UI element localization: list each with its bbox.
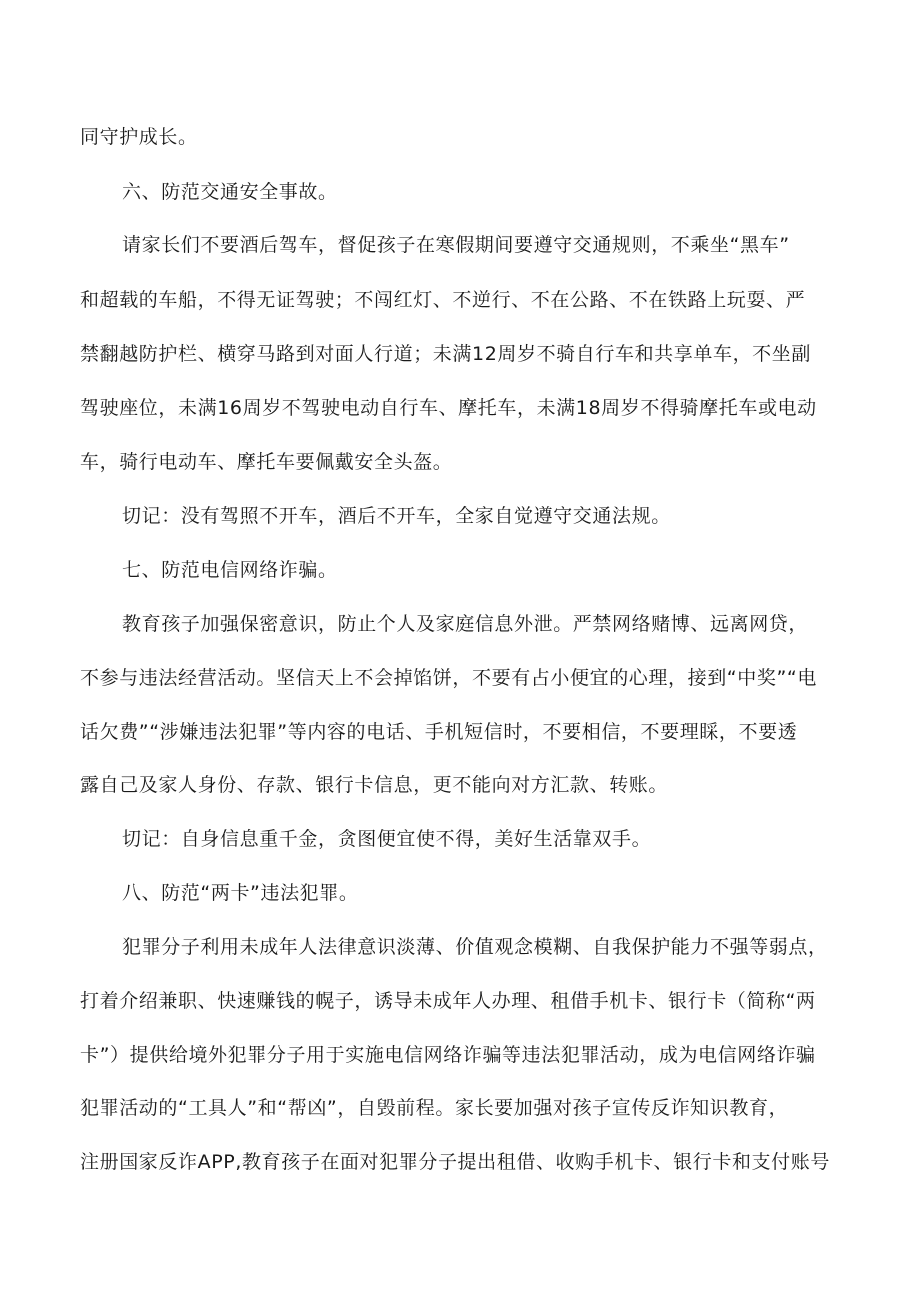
paragraph-line: 车，骑行电动车、摩托车要佩戴安全头盔。 xyxy=(80,451,453,473)
paragraph-line: 驾驶座位，未满16周岁不驾驶电动自行车、摩托车，未满18周岁不得骑摩托车或电动 xyxy=(80,397,817,419)
section-heading: 八、防范“两卡”违法犯罪。 xyxy=(122,882,359,904)
paragraph-line: 注册国家反诈APP,教育孩子在面对犯罪分子提出租借、收购手机卡、银行卡和支付账号 xyxy=(80,1151,830,1173)
paragraph-line: 卡”）提供给境外犯罪分子用于实施电信网络诈骗等违法犯罪活动，成为电信网络诈骗 xyxy=(80,1044,816,1066)
paragraph-line: 禁翻越防护栏、横穿马路到对面人行道；未满12周岁不骑自行车和共享单车，不坐副 xyxy=(80,343,811,365)
paragraph-line: 不参与违法经营活动。坚信天上不会掉馅饼，不要有占小便宜的心理，接到“中奖”“电 xyxy=(80,667,817,689)
paragraph-line: 请家长们不要酒后驾车，督促孩子在寒假期间要遵守交通规则，不乘坐“黑车” xyxy=(122,234,790,256)
paragraph-line: 话欠费”“涉嫌违法犯罪”等内容的电话、手机短信时，不要相信，不要理睬，不要透 xyxy=(80,721,798,743)
paragraph-line: 打着介绍兼职、快速赚钱的幌子，诱导未成年人办理、租借手机卡、银行卡（简称“两 xyxy=(80,990,816,1012)
paragraph-line: 教育孩子加强保密意识，防止个人及家庭信息外泄。严禁网络赌博、远离网贷， xyxy=(122,613,809,635)
paragraph-line: 露自己及家人身份、存款、银行卡信息，更不能向对方汇款、转账。 xyxy=(80,774,669,796)
paragraph-line: 和超载的车船，不得无证驾驶；不闯红灯、不逆行、不在公路、不在铁路上玩耍、严 xyxy=(80,289,806,311)
paragraph-line: 同守护成长。 xyxy=(80,126,198,148)
section-heading: 七、防范电信网络诈骗。 xyxy=(122,559,338,581)
reminder-line: 切记：自身信息重千金，贪图便宜使不得，美好生活靠双手。 xyxy=(122,828,652,850)
paragraph-line: 犯罪分子利用未成年人法律意识淡薄、价值观念模糊、自我保护能力不强等弱点， xyxy=(122,936,828,958)
paragraph-line: 犯罪活动的“工具人”和“帮凶”，自毁前程。家长要加强对孩子宣传反诈知识教育， xyxy=(80,1097,789,1119)
reminder-line: 切记：没有驾照不开车，酒后不开车，全家自觉遵守交通法规。 xyxy=(122,505,671,527)
section-heading: 六、防范交通安全事故。 xyxy=(122,181,338,203)
